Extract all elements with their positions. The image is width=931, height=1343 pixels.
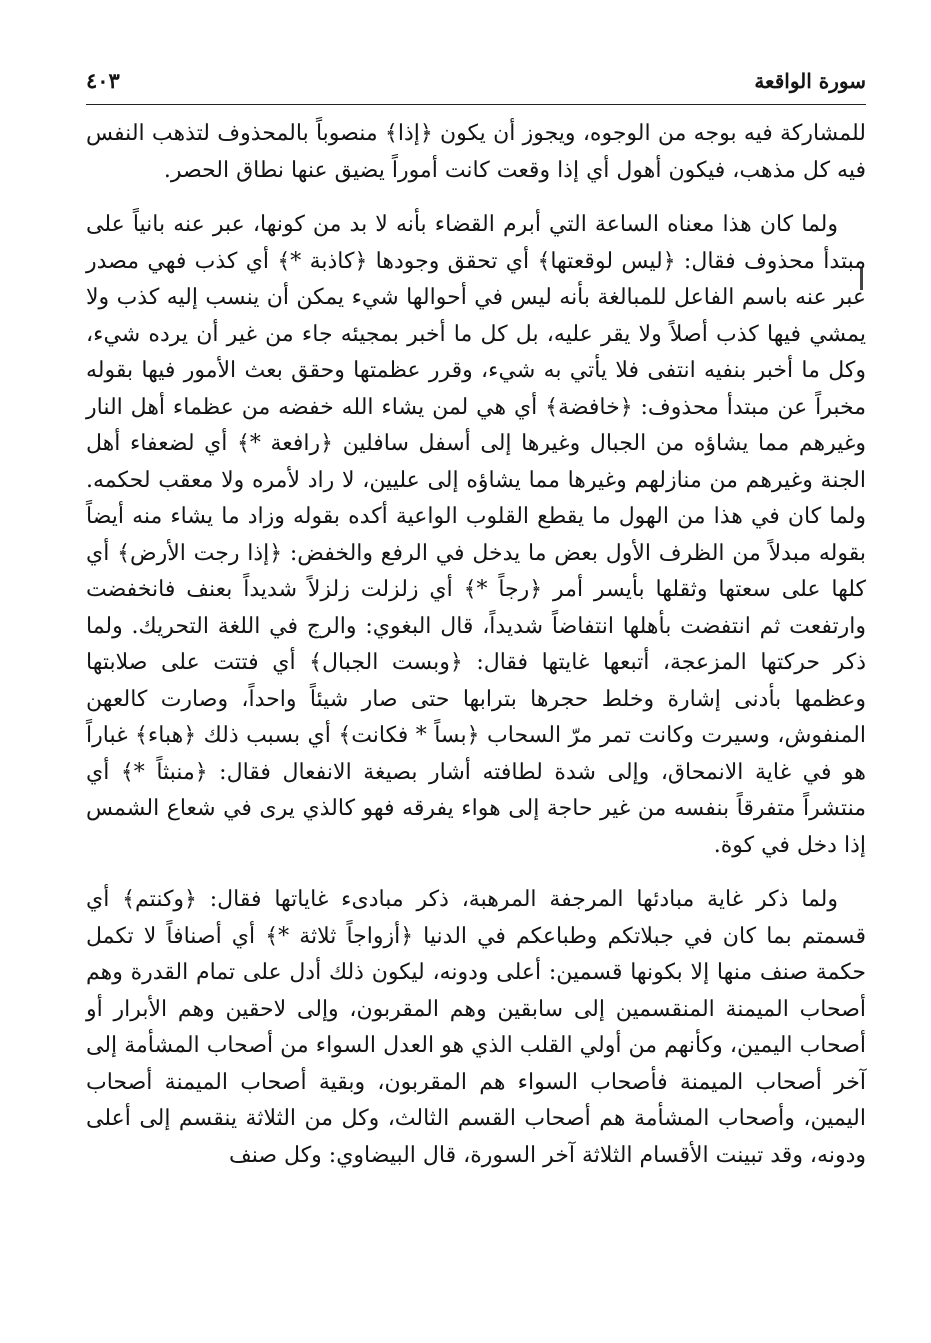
- running-title: سورة الواقعة: [754, 69, 866, 93]
- paragraph-3: ولما ذكر غاية مبادئها المرجفة المرهبة، ذكر مبادىء غاياتها فقال: ﴿وكنتم﴾ أي قسمتم بما كان في جبلاتكم وطباعكم في الدنيا ﴿أزواجاً ثلاثة *﴾ أي أصنافاً لا تكمل حكمة صنف منها إلا بكونها قسمين: أعلى ودونه، ليكون ذلك أدل على تمام القدرة وهم أصحاب الميمنة المنقسمين إلى سابقين وهم المقربون، وإلى لاحقين وهم الأبرار أو أصحاب اليمين، وكأنهم من أولي القلب الذي هو العدل السواء من أصحاب المشأمة إلى آخر أصحاب الميمنة فأصحاب السواء هم المقربون، وبقية أصحاب الميمنة أصحاب اليمين، وأصحاب المشأمة هم أصحاب القسم الثالث، وكل من الثلاثة ينقسم إلى أعلى ودونه، وقد تبينت الأقسام الثلاثة آخر السورة، قال البيضاوي: وكل صنف: [86, 887, 866, 1168]
- page-number: ٤٠٣: [86, 68, 120, 93]
- paragraph-2: ولما كان هذا معناه الساعة التي أبرم القضاء بأنه لا بد من كونها، عبر عنه بانياً على مبتدأ محذوف فقال: ﴿ليس لوقعتها﴾ أي تحقق وجودها ﴿كاذبة *﴾ أي كذب فهي مصدر عبر عنه باسم الفاعل للمبالغة بأنه ليس في أحوالها شيء يمكن أن ينسب إليه كذب ولا يمشي فيها كذب أصلاً ولا يقر عليه، بل كل ما أخبر بمجيئه جاء من غير أن يرده شيء، وكل ما أخبر بنفيه انتفى فلا يأتي به شيء، وقرر عظمتها وحقق بعث الأمور فيها بقوله مخبراً عن مبتدأ محذوف: ﴿خافضة﴾ أي هي لمن يشاء الله خفضه من عظماء أهل النار وغيرهم مما يشاؤه من الجبال وغيرها إلى أسفل سافلين ﴿رافعة *﴾ أي لضعفاء أهل الجنة وغيرهم من منازلهم وغيرها مما يشاؤه إلى عليين، لا راد لأمره ولا معقب لحكمه. ولما كان في هذا من الهول ما يقطع القلوب الواعية أكده بقوله وزاد ما يشاء منه أيضاً بقوله مبدلاً من الظرف الأول بعض ما يدخل في الرفع والخفض: ﴿إذا رجت الأرض﴾ أي كلها على سعتها وثقلها بأيسر أمر ﴿رجاً *﴾ أي زلزلت زلزلاً شديداً بعنف فانخفضت وارتفعت ثم انتفضت بأهلها انتفاضاً شديداً، قال البغوي: والرج في اللغة التحريك. ولما ذكر حركتها المزعجة، أتبعها غايتها فقال: ﴿وبست الجبال﴾ أي فتتت على صلابتها وعظمها بأدنى إشارة وخلط حجرها بترابها حتى صار شيئاً واحداً، وصارت كالعهن المنفوش، وسيرت وكانت تمر مرّ السحاب ﴿بساً * فكانت﴾ أي بسبب ذلك ﴿هباء﴾ غباراً هو في غاية الانمحاق، وإلى شدة لطافته أشار بصيغة الانفعال فقال: ﴿منبثاً *﴾ أي منتشراً متفرقاً بنفسه من غير حاجة إلى هواء يفرقه فهو كالذي يرى في شعاع الشمس إذا دخل في كوة.: [86, 212, 867, 858]
- body-text: [86, 116, 866, 1174]
- paragraph-1: للمشاركة فيه بوجه من الوجوه، ويجوز أن يكون ﴿إذا﴾ منصوباً بالمحذوف لتذهب النفس فيه كل مذهب، فيكون أهول أي إذا وقعت كانت أموراً يضيق عنها نطاق الحصر.: [86, 121, 866, 183]
- page-header: [86, 62, 866, 100]
- header-divider: [86, 104, 866, 105]
